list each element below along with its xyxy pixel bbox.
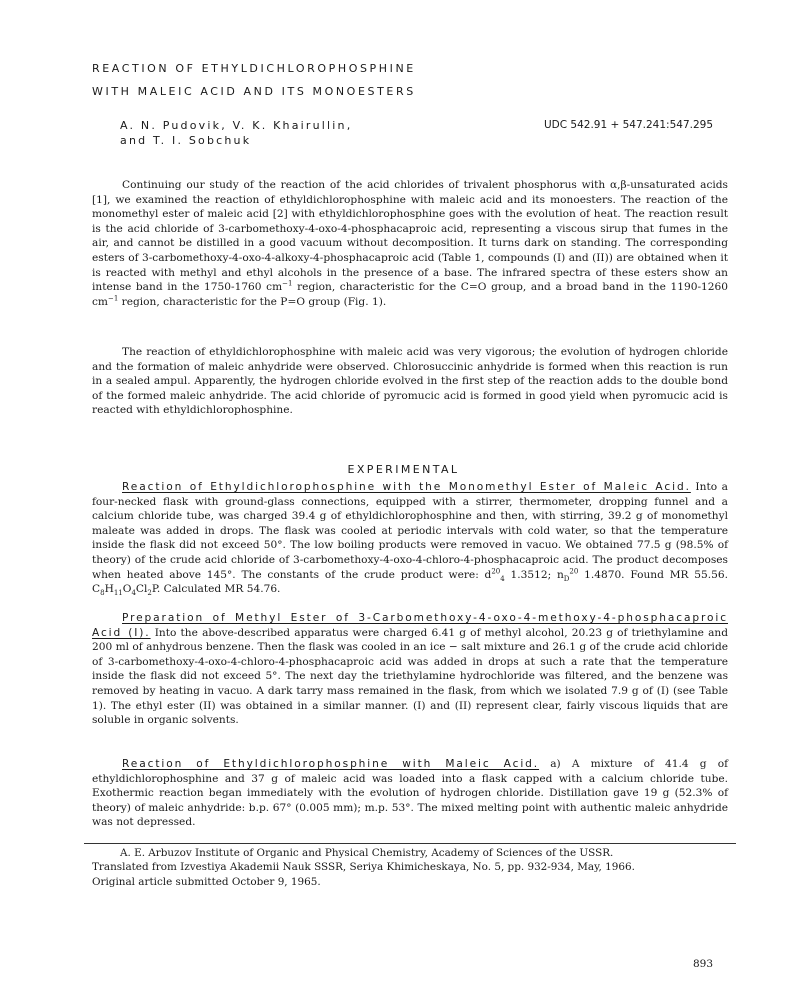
section-1-heading: Reaction of Ethyldichlorophosphine with the Monomethyl Ester of Maleic Acid. [122,481,691,493]
article-title-line-1: REACTION OF ETHYLDICHLOROPHOSPHINE [92,62,416,75]
formula-element: H [104,583,114,596]
article-title-line-2: WITH MALEIC ACID AND ITS MONOESTERS [92,85,416,98]
formula-subscript: 4 [131,589,136,598]
section-1-text-a: Into a four-necked flask with ground-glass connections, equipped with a stirrer, thermometer, dropping funnel and a calcium chloride tube, was charged 39.4 g of ethyldichlorophosphine and then, with stirring, 39.2 g of monomethyl maleate was added in drops. The flask was cooled at periodic intervals with cold water, so that the temperature inside the flask did not exceed 50°. The low boiling products were removed in vacuo. We obtained 77.5 g (98.5% of theory) of the crude acid chloride of 3-carbomethoxy-4-oxo-4-chloro-4-phosphacaproic acid. The product decomposes when heated above 145°. The constants of the crude product were: d [92,481,728,581]
intro-p1-text-c: region, characteristic for the P=O group (Fig. 1). [118,295,387,308]
section-1-text-d: P. Calculated MR 54.76. [151,583,281,596]
section-3-text: a) A mixture of 41.4 g of ethyldichlorophosphine and 37 g of maleic acid was loaded into a flask capped with a calcium chloride tube. Exothermic reaction began immediately with the evolution of hydrogen chloride. Distillation gave 19 g (52.3% of theory) of maleic anhydride: b.p. 67° (0.005 mm); m.p. 53°. The mixed melting point with authentic maleic anhydride was not depressed. [92,758,728,829]
experimental-section-1 [92,480,728,597]
authors-line-2: and T. I. Sobchuk [120,134,252,147]
footnote-translation-source: Translated from Izvestiya Akademii Nauk SSSR, Seriya Khimicheskaya, No. 5, pp. 932-934, May, 1966. [92,861,635,874]
superscript-minus-one: −1 [107,294,119,303]
udc-classification: UDC 542.91 + 547.241:547.295 [543,119,713,131]
formula-element: O [122,583,132,596]
footnote-affiliation: A. E. Arbuzov Institute of Organic and Physical Chemistry, Academy of Sciences of the USSR. [120,847,614,859]
page-number: 893 [692,958,713,970]
experimental-section-3 [92,757,728,830]
authors-line-1: A. N. Pudovik, V. K. Khairullin, [120,119,353,132]
section-1-text-b: 1.3512; n [504,568,564,581]
experimental-heading: EXPERIMENTAL [347,463,460,476]
section-1-text-c: 1.4870. Found MR 55.56. C [92,568,729,596]
refractive-index-superscript: 20 [569,567,579,576]
formula-element: Cl [135,583,148,596]
intro-p1-text-a: Continuing our study of the reaction of the acid chlorides of trivalent phosphorus with α,β-unsaturated acids [1], we examined the reaction of ethyldichlorophosphine with maleic acid and its monoesters. The reaction of the monomethyl ester of maleic acid [2] with ethyldichlorophosphine goes with the evolution of heat. The reaction result is the acid chloride of 3-carbomethoxy-4-oxo-4-phosphacaproic acid, representing a viscous sirup that fumes in the air, and cannot be distilled in a good vacuum without decomposition. It turns dark on standing. The corresponding esters of 3-carbomethoxy-4-oxo-4-alkoxy-4-phosphacaproic acid (Table 1, compounds (I) and (II)) are obtained when it is reacted with methyl and ethyl alcohols in the presence of a base. The infrared spectra of these esters show an intense band in the 1750-1760 cm [92,179,728,294]
section-3-heading: Reaction of Ethyldichlorophosphine with Maleic Acid. [122,758,540,770]
intro-paragraph-1 [92,178,728,309]
formula-subscript: 2 [147,589,152,598]
formula-subscript: 8 [100,589,105,598]
footnote-divider [84,843,736,844]
density-ref-subscript: 4 [500,574,505,583]
footnote [92,846,732,889]
section-2-text: Into the above-described apparatus were charged 6.41 g of methyl alcohol, 20.23 g of triethylamine and 200 ml of anhydrous benzene. Then the flask was cooled in an ice − salt mixture and 26.1 g of the crude acid chloride of 3-carbomethoxy-4-oxo-4-chloro-4-phosphacaproic acid was added in drops at such a rate that the temperature inside the flask did not exceed 5°. The next day the triethylamine hydrochloride was filtered, and the benzene was removed by heating in vacuo. A dark tarry mass remained in the flask, from which we isolated 7.9 g of (I) (see Table 1). The ethyl ester (II) was obtained in a similar manner. (I) and (II) represent clear, fairly viscous liquids that are soluble in organic solvents. [92,626,728,727]
experimental-section-2 [92,611,728,728]
refractive-index-subscript: D [563,574,570,583]
footnote-submission-date: Original article submitted October 9, 1965. [92,875,321,888]
intro-p1-text-b: region, characteristic for the C=O group, and a broad band in the 1190-1260 cm [92,281,728,308]
density-temp-superscript: 20 [491,567,501,576]
intro-paragraph-2: The reaction of ethyldichlorophosphine with maleic acid was very vigorous; the evolution of hydrogen chloride and the formation of maleic anhydride were observed. Chlorosuccinic anhydride is formed when this reaction is run in a sealed ampul. Apparently, the hydrogen chloride evolved in the first step of the reaction adds to the double bond of the formed maleic anhydride. The acid chloride of pyromucic acid is formed in good yield when pyromucic acid is reacted with ethyldichlorophosphine. [92,346,728,417]
superscript-minus-one: −1 [282,279,293,288]
formula-subscript: 11 [113,589,123,598]
section-2-heading: Preparation of Methyl Ester of 3-Carbomethoxy-4-oxo-4-methoxy-4-phosphacaproic Acid (I). [92,612,728,639]
